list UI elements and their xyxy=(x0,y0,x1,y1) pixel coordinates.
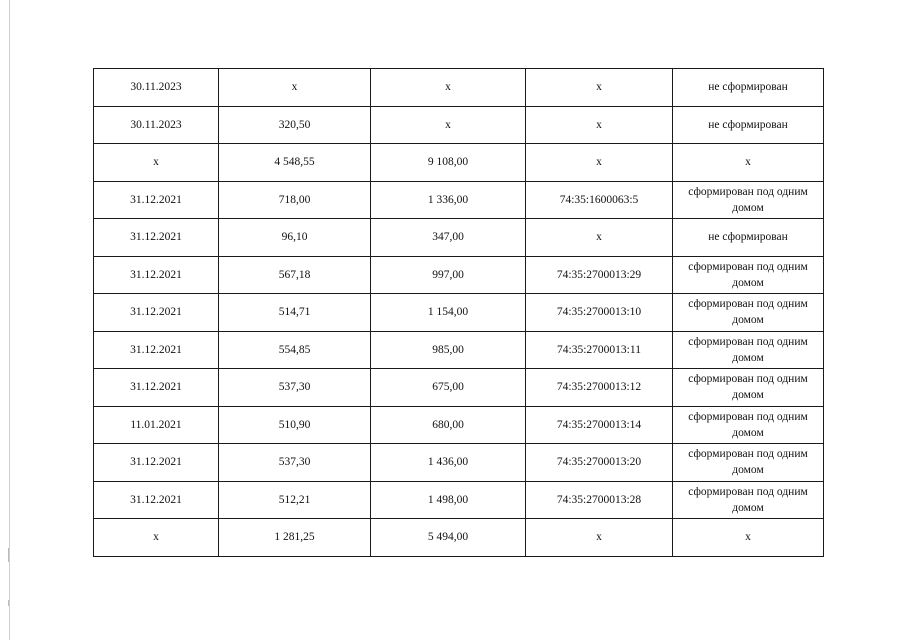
area-cell: 1 281,25 xyxy=(219,519,371,557)
cadastral-number-cell: 74:35:2700013:28 xyxy=(526,481,673,519)
table-row xyxy=(94,219,824,257)
value-cell: 9 108,00 xyxy=(371,144,526,182)
value-cell: 5 494,00 xyxy=(371,519,526,557)
data-table xyxy=(93,68,824,557)
date-cell: 31.12.2021 xyxy=(94,219,219,257)
scan-mark xyxy=(8,600,9,606)
date-cell: 11.01.2021 xyxy=(94,406,219,444)
table-row xyxy=(94,69,824,107)
value-cell: 1 154,00 xyxy=(371,294,526,332)
value-cell: 997,00 xyxy=(371,256,526,294)
cadastral-number-cell: 74:35:2700013:12 xyxy=(526,369,673,407)
value-cell: 985,00 xyxy=(371,331,526,369)
area-cell: 537,30 xyxy=(219,444,371,482)
date-cell: 31.12.2021 xyxy=(94,331,219,369)
status-cell: сформирован под одним домом xyxy=(673,331,824,369)
date-cell: x xyxy=(94,144,219,182)
table-row xyxy=(94,294,824,332)
table-row xyxy=(94,256,824,294)
table-row xyxy=(94,331,824,369)
area-cell: 554,85 xyxy=(219,331,371,369)
table-row xyxy=(94,106,824,144)
table-row xyxy=(94,444,824,482)
scan-mark xyxy=(8,548,9,562)
value-cell: 1 498,00 xyxy=(371,481,526,519)
cadastral-number-cell: 74:35:2700013:29 xyxy=(526,256,673,294)
area-cell: 510,90 xyxy=(219,406,371,444)
cadastral-number-cell: 74:35:2700013:10 xyxy=(526,294,673,332)
date-cell: x xyxy=(94,519,219,557)
status-cell: сформирован под одним домом xyxy=(673,444,824,482)
value-cell: 1 436,00 xyxy=(371,444,526,482)
date-cell: 31.12.2021 xyxy=(94,294,219,332)
status-cell: x xyxy=(673,519,824,557)
area-cell: 537,30 xyxy=(219,369,371,407)
table-row xyxy=(94,181,824,219)
status-cell: сформирован под одним домом xyxy=(673,256,824,294)
status-cell: не сформирован xyxy=(673,69,824,107)
cadastral-number-cell: x xyxy=(526,69,673,107)
date-cell: 31.12.2021 xyxy=(94,444,219,482)
table-row xyxy=(94,144,824,182)
date-cell: 31.12.2021 xyxy=(94,256,219,294)
value-cell: 680,00 xyxy=(371,406,526,444)
value-cell: x xyxy=(371,106,526,144)
cadastral-number-cell: x xyxy=(526,144,673,182)
table-row xyxy=(94,406,824,444)
status-cell: не сформирован xyxy=(673,106,824,144)
area-cell: 96,10 xyxy=(219,219,371,257)
area-cell: 718,00 xyxy=(219,181,371,219)
area-cell: 514,71 xyxy=(219,294,371,332)
area-cell: x xyxy=(219,69,371,107)
table-row xyxy=(94,519,824,557)
value-cell: x xyxy=(371,69,526,107)
cadastral-number-cell: x xyxy=(526,219,673,257)
area-cell: 4 548,55 xyxy=(219,144,371,182)
cadastral-number-cell: 74:35:2700013:14 xyxy=(526,406,673,444)
area-cell: 512,21 xyxy=(219,481,371,519)
scan-edge-line xyxy=(9,0,10,640)
status-cell: сформирован под одним домом xyxy=(673,369,824,407)
area-cell: 567,18 xyxy=(219,256,371,294)
cadastral-number-cell: x xyxy=(526,519,673,557)
status-cell: не сформирован xyxy=(673,219,824,257)
date-cell: 30.11.2023 xyxy=(94,69,219,107)
cadastral-number-cell: 74:35:2700013:11 xyxy=(526,331,673,369)
table-row xyxy=(94,481,824,519)
date-cell: 30.11.2023 xyxy=(94,106,219,144)
status-cell: сформирован под одним домом xyxy=(673,294,824,332)
table-row xyxy=(94,369,824,407)
date-cell: 31.12.2021 xyxy=(94,481,219,519)
area-cell: 320,50 xyxy=(219,106,371,144)
table-body xyxy=(94,69,824,557)
status-cell: сформирован под одним домом xyxy=(673,406,824,444)
value-cell: 675,00 xyxy=(371,369,526,407)
document-table-container xyxy=(93,68,823,557)
status-cell: сформирован под одним домом xyxy=(673,481,824,519)
cadastral-number-cell: 74:35:2700013:20 xyxy=(526,444,673,482)
value-cell: 347,00 xyxy=(371,219,526,257)
cadastral-number-cell: 74:35:1600063:5 xyxy=(526,181,673,219)
date-cell: 31.12.2021 xyxy=(94,369,219,407)
status-cell: x xyxy=(673,144,824,182)
value-cell: 1 336,00 xyxy=(371,181,526,219)
cadastral-number-cell: x xyxy=(526,106,673,144)
status-cell: сформирован под одним домом xyxy=(673,181,824,219)
date-cell: 31.12.2021 xyxy=(94,181,219,219)
